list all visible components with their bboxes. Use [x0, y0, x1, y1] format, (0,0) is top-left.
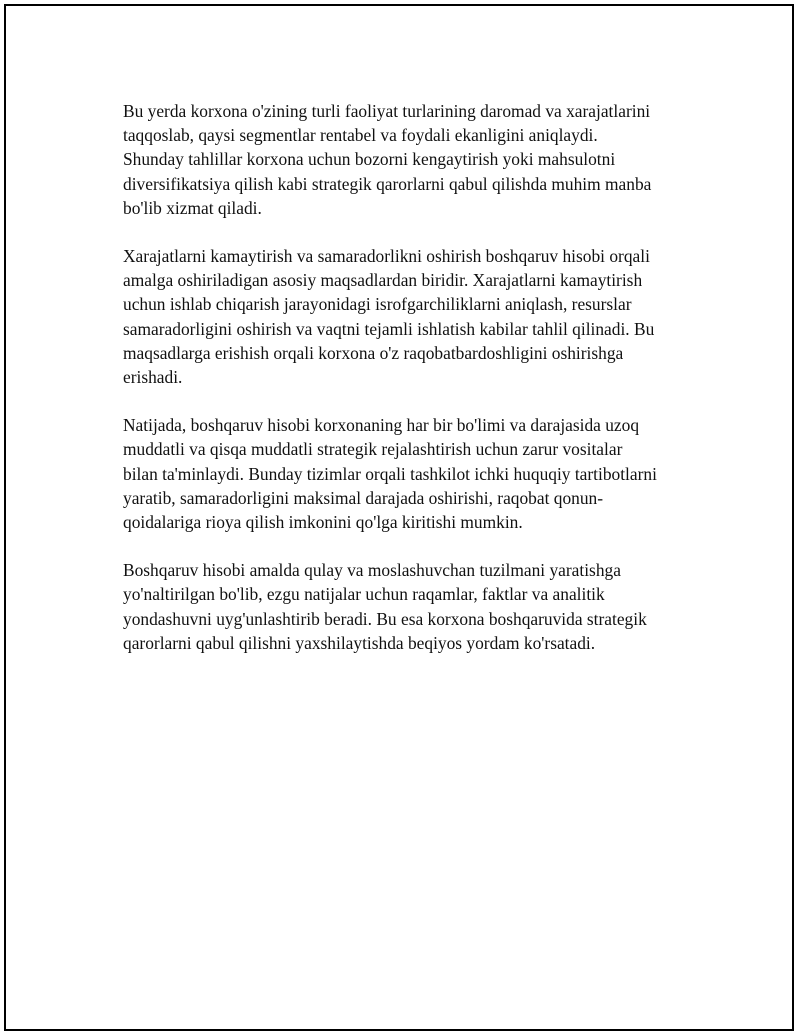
text-line: diversifikatsiya qilish kabi strategik qarorlarni qabul qilishda muhim manba [123, 173, 652, 194]
text-line: Natijada, boshqaruv hisobi korxonaning har bir bo'limi va darajasida uzoq [123, 415, 640, 436]
text-line: erishadi. [123, 367, 183, 388]
text-line: Xarajatlarni kamaytirish va samaradorlikni oshirish boshqaruv hisobi orqali [123, 246, 650, 267]
text-line: samaradorligini oshirish va vaqtni tejamli ishlatish kabilar tahlil qilinadi. Bu [123, 318, 655, 339]
text-line: Bu yerda korxona o'zining turli faoliyat turlarining daromad va xarajatlarini [123, 101, 651, 121]
text-line: qoidalariga rioya qilish imkonini qo'lga kiritishi mumkin. [123, 512, 523, 533]
text-line: bilan ta'minlaydi. Bunday tizimlar orqali tashkilot ichki huquqiy tartibotlarni [123, 463, 657, 484]
paragraph-3 [123, 413, 703, 534]
text-line: yaratib, samaradorligini maksimal darajada oshirishi, raqobat qonun- [123, 487, 604, 508]
page-frame [4, 4, 794, 1031]
text-line: maqsadlarga erishish orqali korxona o'z raqobatbardoshligini oshirishga [123, 342, 624, 363]
text-line: amalga oshiriladigan asosiy maqsadlardan biridir. Xarajatlarni kamaytirish [123, 270, 643, 291]
text-line: taqqoslab, qaysi segmentlar rentabel va foydali ekanligini aniqlaydi. [123, 125, 598, 146]
text-line: bo'lib xizmat qiladi. [123, 197, 262, 218]
text-line: qarorlarni qabul qilishni yaxshilaytishda beqiyos yordam ko'rsatadi. [123, 632, 596, 653]
text-line: yo'naltirilgan bo'lib, ezgu natijalar uchun raqamlar, faktlar va analitik [123, 584, 605, 605]
text-line: Boshqaruv hisobi amalda qulay va moslashuvchan tuzilmani yaratishga [123, 560, 621, 581]
text-line: uchun ishlab chiqarish jarayonidagi isrofgarchiliklarni aniqlash, resurslar [123, 294, 632, 315]
text-line: Shunday tahlillar korxona uchun bozorni kengaytirish yoki mahsulotni [123, 149, 616, 170]
document-body [123, 99, 703, 679]
paragraph-1 [123, 99, 703, 220]
text-line: yondashuvni uyg'unlashtirib beradi. Bu esa korxona boshqaruvida strategik [123, 608, 647, 629]
paragraph-4 [123, 558, 703, 655]
paragraph-2 [123, 244, 703, 389]
text-line: muddatli va qisqa muddatli strategik rejalashtirish uchun zarur vositalar [123, 439, 623, 460]
